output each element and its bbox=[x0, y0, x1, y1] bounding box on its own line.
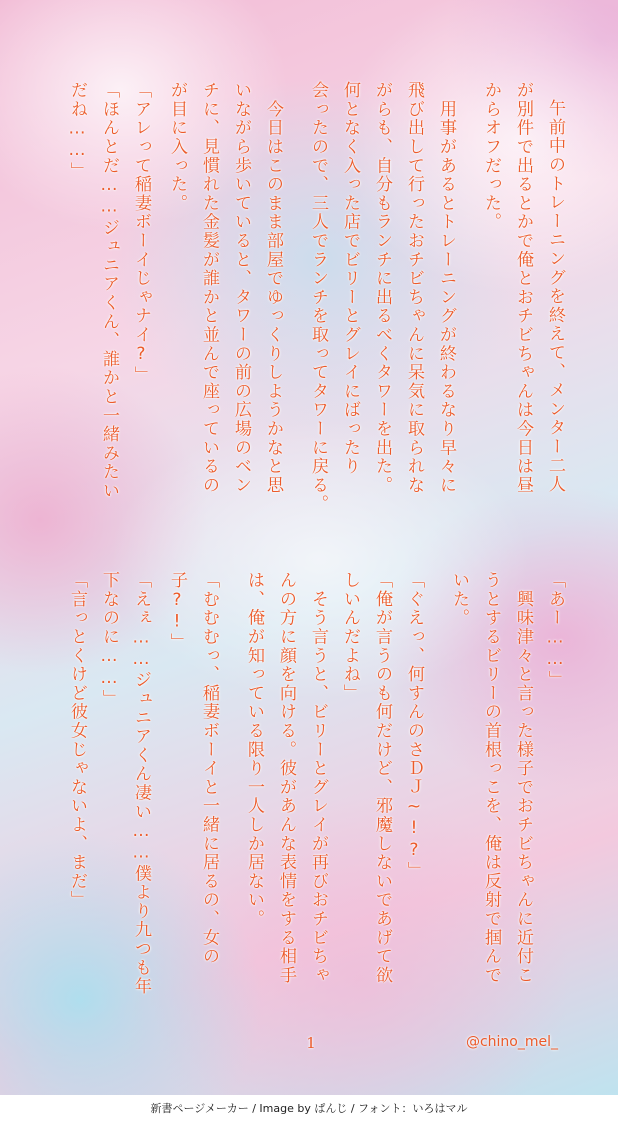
text-column: 子?!」 bbox=[167, 571, 187, 652]
text-column: んの方に顔を向ける。彼があんな表情をする相手 bbox=[276, 571, 296, 985]
text-column: チに、見慣れた金髪が誰かと並んで座っているの bbox=[199, 81, 219, 495]
text-column: 「俺が言うのも何だけど、邪魔しないであげて欲 bbox=[372, 571, 392, 985]
text-column: 「ぐえっ、何すんのさＤＪ~!?」 bbox=[404, 571, 424, 881]
text-column: 興味津々と言った様子でおチビちゃんに近付こ bbox=[513, 571, 533, 985]
text-column: 午前中のトレーニングを終えて、メンター二人 bbox=[545, 99, 565, 494]
text-column: 「アレって稲妻ボーイじゃナイ?」 bbox=[131, 81, 151, 385]
text-column: 「言っとくけど彼女じゃないよ、まだ」 bbox=[67, 571, 87, 910]
text-column: 会ったので、三人でランチを取ってタワーに戻る。 bbox=[308, 81, 328, 514]
text-column: 「あー……」 bbox=[545, 571, 565, 690]
text-column: 「ほんとだ……ジュニアくん、誰かと一緒みたい bbox=[99, 81, 119, 501]
text-column: うとするビリーの首根っこを、俺は反射で掴んで bbox=[481, 571, 501, 985]
text-column: 「むむむっ、稲妻ボーイと一緒に居るの、女の bbox=[199, 571, 219, 966]
text-column: いながら歩いていると、タワーの前の広場のベン bbox=[231, 81, 251, 495]
text-column: 用事があるとトレーニングが終わるなり早々に bbox=[436, 81, 456, 495]
text-column: 「えぇ……ジュニアくん凄い……僕より九つも年 bbox=[131, 571, 151, 996]
text-column: がらも、自分もランチに出るべくタワーを出た。 bbox=[372, 81, 392, 495]
text-column: 下なのに……」 bbox=[99, 571, 119, 709]
text-column: が目に入った。 bbox=[167, 81, 187, 213]
author-handle: @chino_mel_ bbox=[465, 1034, 559, 1050]
footer-credits: 新書ページメーカー / Image by ぱんじ / フォント：いろはマル bbox=[150, 1102, 468, 1115]
text-column: いた。 bbox=[449, 571, 469, 628]
text-column: だね……」 bbox=[67, 81, 87, 181]
text-column: 何となく入った店でビリーとグレイにばったり bbox=[340, 81, 360, 476]
text-column: は、俺が知っている限り一人しか居ない。 bbox=[244, 571, 264, 929]
text-column: しいんだよね」 bbox=[340, 571, 360, 703]
text-column: が別件で出るとかで俺とおチビちゃんは今日は昼 bbox=[513, 81, 533, 495]
text-column: からオフだった。 bbox=[481, 81, 501, 232]
text-column: 今日はこのまま部屋でゆっくりしようかなと思 bbox=[263, 81, 283, 495]
text-column: 飛び出して行ったおチビちゃんに呆気に取られな bbox=[404, 81, 424, 495]
text-column: そう言うと、ビリーとグレイが再びおチビちゃ bbox=[308, 571, 328, 985]
page-number: 1 bbox=[306, 1034, 316, 1052]
